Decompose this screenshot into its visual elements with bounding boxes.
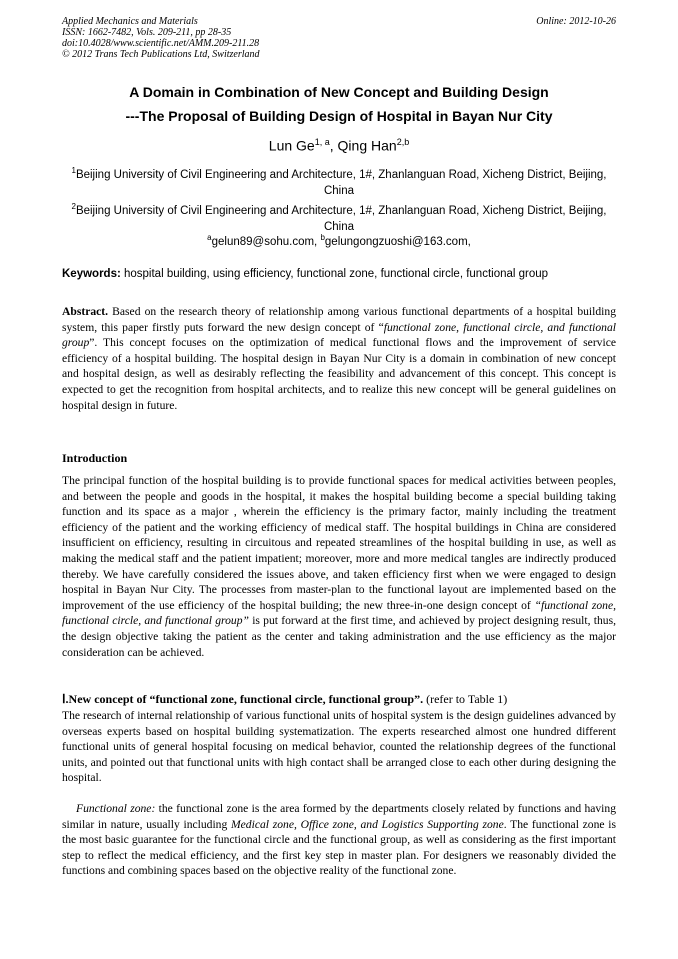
intro-text-2: is put forward at the first time, and achieved by project designing result, thus, the design objective taking the patient as the center and taking administration and the use efficiency as the major consideration can be achieved. [62,614,616,659]
affiliation-2 [62,199,616,235]
keywords [62,268,616,280]
introduction-heading: Introduction [62,451,128,465]
journal-name: Applied Mechanics and Materials [62,16,198,27]
introduction-paragraph [62,473,616,660]
section-1-paragraph [62,708,616,786]
intro-italic: “functional zone, functional circle, and functional group” [62,598,616,628]
email-line [62,233,616,248]
functional-zone-italic: Medical zone, Office zone, and Logistics Supporting zone [231,817,504,831]
functional-zone-paragraph [62,801,616,879]
abstract-text-1: Based on the research theory of relationship among various functional departments of a hospital building system, this paper firstly puts forward the new design concept of “ [62,305,616,334]
doi-line: doi:10.4028/www.scientific.net/AMM.209-211.28 [62,38,260,49]
paper-subtitle: ---The Proposal of Building Design of Hospital in Bayan Nur City [125,108,553,124]
abstract-label: Abstract. [62,305,109,318]
author-1-sup: 1, a [314,137,330,147]
section-1-text: The research of internal relationship of various functional units of hospital system is the design guidelines advanced by overseas experts based on hospital building systematization. The experts researched almost one hundred different functional units of general hospital focusing on medical behavior, counted the relationship degrees of the functional units, and pointed out that functional units with high contact shall be arranged close to each other during designing the hospital. [62,709,616,785]
email-a-sup: a [207,233,212,242]
section-1-heading [62,692,616,707]
affiliation-2-sup: 2 [71,202,76,211]
affiliation-1-sup: 1 [71,166,76,175]
abstract [62,304,616,413]
copyright-line: © 2012 Trans Tech Publications Ltd, Switzerland [62,49,260,60]
abstract-italic: functional zone, functional circle, and functional group [62,320,616,350]
issn-line: ISSN: 1662-7482, Vols. 209-211, pp 28-35 [62,27,232,38]
keywords-text: hospital building, using efficiency, functional zone, functional circle, functional group [120,268,549,280]
online-date: Online: 2012-10-26 [536,16,616,27]
paper-title: A Domain in Combination of New Concept and Building Design [129,84,549,100]
keywords-label: Keywords: [62,268,121,280]
author-list [40,137,638,154]
section-1-heading-bold: Ⅰ.New concept of “functional zone, functional circle, functional group”. [62,692,424,706]
author-1-name: Lun Ge [268,137,315,154]
functional-zone-text-2: . The functional zone is the most basic guarantee for the functional circle and the functional group, as well as considering as the first important step to reflect the medical efficiency, and the first key step in master plan. For designers we reasonably divided the functions and combining spaces based on the objective reality of the functional zone. [62,817,616,878]
section-1-heading-ref: (refer to Table 1) [423,692,508,706]
affiliation-2-text: Beijing University of Civil Engineering and Architecture, 1#, Zhanlanguan Road, Xicheng District, Beijing, China [75,204,607,233]
abstract-text-2: ”. This concept focuses on the optimization of medical functional flows and the improvement of service efficiency of a hospital building. The hospital design in Bayan Nur City is a domain in combination of new concept and hospital design, as well as desirably reflecting the feasibility and advancement of this concept. This concept is expected to get the recognition from hospital architects, and to realize this new concept will be general guidelines on hospital design in future. [62,336,616,412]
functional-zone-label: Functional zone: [76,802,156,815]
author-separator: , [329,137,338,154]
email-a: gelun89@sohu.com, [211,235,321,248]
email-b: gelungongzuoshi@163.com, [324,235,471,248]
author-2-sup: 2,b [396,137,410,147]
affiliation-1 [62,163,616,199]
affiliation-1-text: Beijing University of Civil Engineering and Architecture, 1#, Zhanlanguan Road, Xicheng District, Beijing, China [75,168,607,197]
email-b-sup: b [320,233,325,242]
functional-zone-text-1: the functional zone is the area formed by the departments closely related by functions and having similar in nature, usually including [62,802,616,831]
intro-text-1: The principal function of the hospital building is to provide functional spaces for medical activities between peoples, and between the people and goods in the hospital, it makes the hospital building become a special building taking function and its space as a major , wherein the efficiency is the primary factor, mainly including the treatment efficiency of the patient and the working efficiency of medical staff. The hospital buildings in China are considered insufficient on efficiency, resulting in circuitous and repeated streamlines of the hospital building in use, as well as making the medical staff and the patient impatient; moreover, more and more medical tangles are indirectly produced thereby. We have carefully considered the issues above, and taken efficiency first when we were engaged to design hospital in Bayan Nur City. The processes from master-plan to the functional layout are implemented based on the improvement of the use efficiency of the hospital building; the new three-in-one design concept of [62,474,616,612]
journal-header [62,16,260,60]
author-2-name: Qing Han [337,137,397,154]
